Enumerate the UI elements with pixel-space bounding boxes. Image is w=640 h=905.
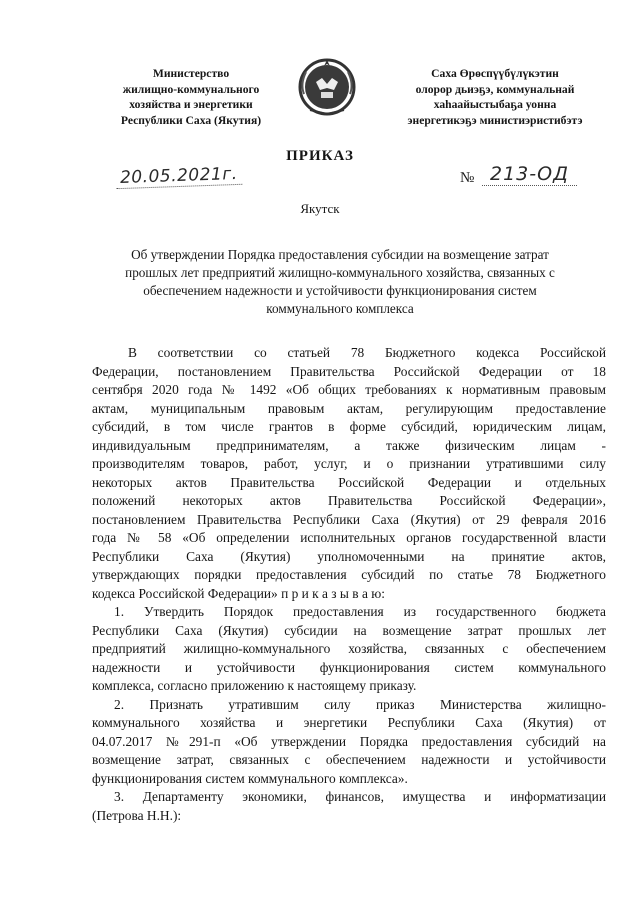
body-line: производителям товаров, работ, услуг, и о признании утратившими силу bbox=[92, 456, 606, 471]
subject-line: Об утверждении Порядка предоставления субсидии на возмещение затрат bbox=[131, 247, 549, 262]
header-right-line: олорор дьиэҕэ, коммунальнай bbox=[415, 82, 575, 96]
body-line: 3. Департаменту экономики, финансов, имущества и информатизации bbox=[114, 789, 606, 804]
body-line: Республики Саха (Якутия) субсидии на возмещение затрат прошлых лет bbox=[92, 622, 606, 638]
body-line: 1. Утвердить Порядок предоставления из государственного бюджета bbox=[114, 604, 606, 619]
order-number: 213-ОД bbox=[482, 163, 577, 186]
header-right-line: Саха Өрөспүүбүлүкэтин bbox=[431, 67, 559, 80]
body-line: коммунального хозяйства и энергетики Республики Саха (Якутия) от bbox=[92, 715, 606, 730]
body-line: года № 58 «Об определении исполнительных органов государственной власти bbox=[92, 530, 606, 545]
header-right-line: хаһаайыстыбаҕа уонна bbox=[433, 98, 557, 111]
body-line: (Петрова Н.Н.): bbox=[92, 807, 182, 823]
coat-of-arms-icon bbox=[296, 54, 358, 118]
body-line: некоторых актов Правительства Российской Федерации и отдельных bbox=[92, 474, 606, 490]
body-line: индивидуальным предпринимателям, а также физическим лицам - bbox=[92, 437, 606, 453]
body-line: положений некоторых актов Правительства Российской Федерации», bbox=[92, 493, 606, 508]
order-body bbox=[92, 344, 606, 825]
body-line: функционирования систем коммунального комплекса». bbox=[92, 770, 408, 786]
body-line: Республики Саха (Якутия) уполномоченными на принятие актов, bbox=[92, 548, 606, 564]
body-line: постановлением Правительства Республики Саха (Якутия) от 29 февраля 2016 bbox=[92, 511, 606, 527]
order-subject bbox=[60, 246, 620, 318]
city: Якутск bbox=[300, 201, 340, 216]
ministry-name-yakut bbox=[364, 66, 626, 128]
header-left-line: хозяйства и энергетики bbox=[129, 98, 253, 111]
body-line: В соответствии со статьей 78 Бюджетного кодекса Российской bbox=[128, 345, 606, 360]
body-line: 04.07.2017 №291-п «Об утверждении Порядка предоставления субсидий на bbox=[92, 733, 606, 749]
body-line: утверждающих порядки предоставления субсидий по статье 78 Бюджетного bbox=[92, 567, 606, 582]
body-line: актам, муниципальным правовым актам, регулирующим предоставление bbox=[92, 400, 606, 416]
subject-line: коммунального комплекса bbox=[266, 301, 414, 316]
header-left-line: Республики Саха (Якутия) bbox=[120, 113, 262, 127]
body-line: комплекса, согласно приложению к настоящему приказу. bbox=[92, 678, 417, 693]
body-line: Федерации, постановлением Правительства Российской Федерации от 18 bbox=[92, 363, 606, 379]
header-right-line: энергетикэҕэ министиэристибэтэ bbox=[407, 113, 583, 127]
body-line: субсидий, в том числе грантов в форме субсидий, юридическим лицам, bbox=[92, 419, 606, 434]
body-line: предприятий жилищно-коммунального хозяйства, связанных с обеспечением bbox=[92, 641, 606, 656]
ministry-name-russian bbox=[96, 66, 286, 128]
body-line: сентября 2020 года № 1492 «Об общих требованиях к нормативным правовым bbox=[92, 382, 606, 397]
body-line: кодекса Российской Федерации» п р и к а з ы в а ю: bbox=[92, 585, 385, 601]
subject-line: прошлых лет предприятий жилищно-коммунального хозяйства, связанных с bbox=[125, 265, 555, 280]
subject-line: обеспечением надежности и устойчивости функционирования систем bbox=[143, 283, 537, 298]
header-left-line: жилищно-коммунального bbox=[122, 82, 260, 96]
document-title: ПРИКАЗ bbox=[286, 148, 354, 164]
order-date: 20.05.2021г. bbox=[116, 164, 242, 189]
order-number-prefix: № bbox=[460, 170, 475, 186]
body-line: надежности и устойчивости функционирования систем коммунального bbox=[92, 659, 606, 675]
body-line: возмещение затрат, связанных с обеспечением надежности и устойчивости bbox=[92, 752, 606, 767]
header-left-line: Министерство bbox=[152, 67, 230, 80]
body-line: 2. Признать утратившим силу приказ Министерства жилищно- bbox=[114, 696, 606, 712]
